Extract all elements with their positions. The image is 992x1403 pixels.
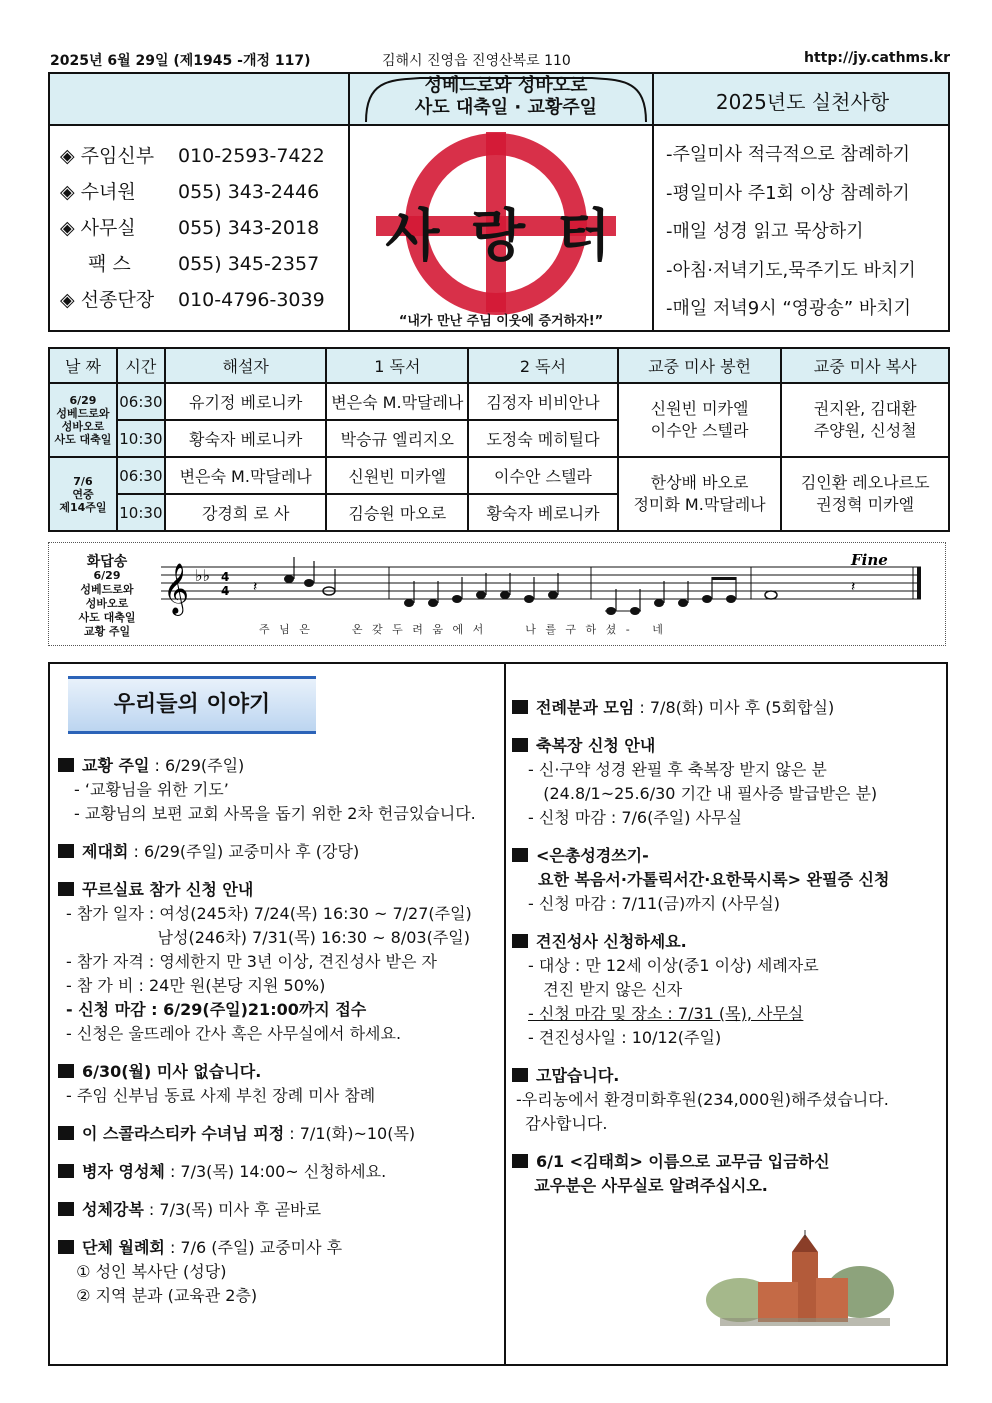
reading2-cell: 황숙자 베로니카 <box>468 494 618 531</box>
announcement-line: - 신청은 울뜨레아 간사 혹은 사무실에서 하세요. <box>66 1024 402 1043</box>
announcement-line: -우리농에서 환경미화후원(234,000원)해주셨습니다. <box>516 1090 889 1109</box>
announcement-item <box>512 844 942 916</box>
time-cell: 06:30 <box>117 457 165 494</box>
altar-server-cell: 권지완, 김대환 주양원, 신성철 <box>781 383 949 457</box>
contact-label: 팩 스 <box>88 253 131 275</box>
announcement-heading <box>58 754 498 778</box>
svg-text:𝄽: 𝄽 <box>253 579 258 595</box>
psalm-occasion: 6/29 성베드로와 성바오로 사도 대축일 교황 주일 <box>78 569 136 638</box>
heading-text: 꾸르실료 참가 신청 안내 <box>82 880 254 899</box>
bullet-square-icon <box>58 758 74 772</box>
svg-text:𝄽: 𝄽 <box>851 579 856 595</box>
date-cell: 6/29 성베드로와 성바오로 사도 대축일 <box>49 383 117 457</box>
announcement-item <box>58 878 498 1046</box>
contact-row <box>60 282 325 318</box>
practice-list <box>666 136 916 329</box>
svg-text:4: 4 <box>221 584 230 598</box>
heading-text: 제대회 <box>82 842 129 861</box>
announcement-heading <box>58 1198 498 1222</box>
announcement-heading <box>58 840 498 864</box>
contact-label: ◈ 수녀원 <box>60 181 136 203</box>
church-illustration-icon <box>700 1230 900 1336</box>
announcement-item <box>512 696 942 720</box>
issue-date: 2025년 6월 29일 (제1945 -개정 117) <box>50 53 311 69</box>
contact-row <box>60 138 325 174</box>
psalm-lyrics: 주 님 은 온 갖 두 려 움 에 서 나 를 구 하 셨 - 네 <box>259 623 666 636</box>
practice-item: -평일미사 주1회 이상 참례하기 <box>666 182 910 204</box>
announcement-item <box>512 734 942 830</box>
heading-text: 단체 월례회 <box>82 1238 165 1257</box>
announcement-heading <box>512 1150 942 1174</box>
bullet-square-icon <box>58 1202 74 1216</box>
psalm-label-block <box>57 555 157 639</box>
bullet-square-icon <box>512 738 528 752</box>
heading-text: 고맙습니다. <box>536 1066 620 1085</box>
announcement-line: 요한 복음서·가톨릭서간·요한묵시록> 완필증 신청 <box>538 870 890 889</box>
announcement-line: - 참가 일자 : 여성(245차) 7/24(목) 16:30 ~ 7/27(주일) <box>66 904 472 923</box>
announcement-item <box>512 1064 942 1136</box>
left-column <box>58 740 498 1308</box>
announcement-item <box>512 930 942 1050</box>
practice-title: 2025년도 실천사항 <box>715 90 890 114</box>
announcement-line: ① 성인 복사단 (성당) <box>66 1262 227 1281</box>
date-cell: 7/6 연중 제14주일 <box>49 457 117 531</box>
announcement-line: - ‘교황님을 위한 기도’ <box>74 780 229 799</box>
announcement-item <box>58 1060 498 1108</box>
offering-cell: 한상배 바오로 정미화 M.막달레나 <box>618 457 782 531</box>
svg-text:4: 4 <box>221 570 230 584</box>
reading1-cell: 박승규 엘리지오 <box>326 420 468 457</box>
svg-text:𝄞: 𝄞 <box>163 563 190 614</box>
reading2-cell: 김정자 비비안나 <box>468 383 618 420</box>
table-header-row <box>49 348 949 383</box>
ministry-schedule-table <box>48 347 950 532</box>
announcement-line: - 참가 자격 : 영세한지 만 3년 이상, 견진성사 받은 자 <box>66 952 437 971</box>
contact-row <box>60 246 325 282</box>
reading1-cell: 김승원 마오로 <box>326 494 468 531</box>
psalm-label: 화답송 <box>86 554 128 570</box>
announcement-item <box>58 840 498 864</box>
time-cell: 10:30 <box>117 494 165 531</box>
practice-item: -매일 성경 읽고 묵상하기 <box>666 221 864 242</box>
reading2-cell: 도정숙 메히틸다 <box>468 420 618 457</box>
announcement-line: 교우분은 사무실로 알려주십시오. <box>512 1176 768 1195</box>
contact-label: ◈ 주임신부 <box>60 145 155 167</box>
contact-label: ◈ 사무실 <box>60 217 136 239</box>
contact-list <box>60 138 325 318</box>
svg-text:♭♭: ♭♭ <box>195 566 211 585</box>
commentator-cell: 강경희 로 사 <box>165 494 327 531</box>
announcement-line: - 신청 마감 : 6/29(주일)21:00까지 접수 <box>66 1000 367 1019</box>
announcement-item <box>58 1160 498 1184</box>
announcement-line: 감사합니다. <box>520 1114 608 1133</box>
heading-text: 병자 영성체 <box>82 1162 165 1181</box>
heading-text: 6/1 <김태희> 이름으로 교무금 입금하신 <box>536 1152 830 1171</box>
bullet-square-icon <box>58 1064 74 1078</box>
announcement-heading <box>58 1236 498 1260</box>
divider <box>652 74 654 330</box>
contact-value: 055) 345-2357 <box>178 253 320 275</box>
heading-detail: : 7/1(화)~10(목) <box>284 1124 416 1143</box>
feast-line2: 사도 대축일 · 교황주일 <box>414 97 598 118</box>
church-address: 김해시 진영읍 진영산복로 110 <box>382 53 571 69</box>
bullet-square-icon <box>512 700 528 714</box>
column-header: 2 독서 <box>468 348 618 383</box>
announcement-line: - 참 가 비 : 24만 원(본당 지원 50%) <box>66 976 326 995</box>
contact-row <box>60 210 325 246</box>
time-cell: 10:30 <box>117 420 165 457</box>
announcement-line: - 신청 마감 및 장소 : 7/31 (목), 사무실 <box>528 1004 804 1023</box>
table-row <box>49 383 949 420</box>
bullet-square-icon <box>512 1068 528 1082</box>
logo-slogan: “내가 만난 주님 이웃에 증거하자!” <box>398 314 604 329</box>
heading-text: 견진성사 신청하세요. <box>536 932 687 951</box>
announcement-item <box>58 1122 498 1146</box>
commentator-cell: 유기정 베로니카 <box>165 383 327 420</box>
announcements-box <box>48 662 948 1366</box>
announcement-line: 남성(246차) 7/31(목) 16:30 ~ 8/03(주일) <box>66 928 470 947</box>
reading1-cell: 신원빈 미카엘 <box>326 457 468 494</box>
feast-title <box>360 72 652 124</box>
column-header: 1 독서 <box>326 348 468 383</box>
announcement-line: - 견진성사일 : 10/12(주일) <box>528 1028 722 1047</box>
contact-row <box>60 174 325 210</box>
announcement-line: - 주임 신부님 동료 사제 부친 장례 미사 참례 <box>66 1086 376 1105</box>
announcement-line: - 교황님의 보편 교회 사목을 돕기 위한 2차 헌금있습니다. <box>74 804 476 823</box>
announcement-heading <box>512 1064 942 1088</box>
heading-text: 이 스콜라스티카 수녀님 피정 <box>82 1124 285 1143</box>
announcement-item <box>58 754 498 826</box>
announcement-heading <box>58 1122 498 1146</box>
altar-server-cell: 김인환 레오나르도 권정혁 미카엘 <box>781 457 949 531</box>
announcement-heading <box>512 930 942 954</box>
announcement-heading <box>512 844 942 868</box>
website-link[interactable]: http://jy.cathms.kr <box>803 50 950 66</box>
heading-detail: : 6/29(주일) 교중미사 후 (강당) <box>128 842 360 861</box>
announcement-heading <box>58 1160 498 1184</box>
bullet-square-icon <box>512 848 528 862</box>
announcement-heading <box>58 1060 498 1084</box>
heading-detail: : 7/3(목) 미사 후 곧바로 <box>143 1200 322 1219</box>
bullet-square-icon <box>58 1126 74 1140</box>
announcement-line: - 신·구약 성경 완필 후 축복장 받지 않은 분 <box>528 760 827 779</box>
responsorial-psalm <box>48 542 946 646</box>
heading-text: 전례분과 모임 <box>536 698 635 717</box>
music-staff-icon <box>161 551 941 621</box>
heading-text: <은총성경쓰기- <box>536 846 649 865</box>
contact-value: 055) 343-2446 <box>178 181 320 203</box>
announcement-item <box>58 1198 498 1222</box>
announcement-heading <box>512 734 942 758</box>
bullet-square-icon <box>512 1154 528 1168</box>
bullet-square-icon <box>58 882 74 896</box>
column-header: 교중 미사 봉헌 <box>618 348 782 383</box>
practice-item: -주일미사 적극적으로 참례하기 <box>666 144 910 165</box>
column-header: 날 짜 <box>49 348 117 383</box>
offering-cell: 신원빈 미카엘 이수안 스텔라 <box>618 383 782 457</box>
column-divider <box>504 664 506 1364</box>
heading-text: 성체강복 <box>82 1200 144 1219</box>
announcement-heading <box>58 878 498 902</box>
heading-text: 축복장 신청 안내 <box>536 736 656 755</box>
right-column <box>512 682 942 1198</box>
feast-line1: 성베드로와 성바오로 <box>424 75 588 96</box>
bullet-square-icon <box>512 934 528 948</box>
reading1-cell: 변은숙 M.막달레나 <box>326 383 468 420</box>
heading-text: 6/30(월) 미사 없습니다. <box>82 1062 262 1081</box>
news-title: 우리들의 이야기 <box>68 676 316 734</box>
commentator-cell: 황숙자 베로니카 <box>165 420 327 457</box>
announcement-line: (24.8/1~25.6/30 기간 내 필사증 발급받은 분) <box>528 784 878 803</box>
contact-value: 010-4796-3039 <box>178 289 325 311</box>
column-header: 교중 미사 복사 <box>781 348 949 383</box>
reading2-cell: 이수안 스텔라 <box>468 457 618 494</box>
table-row <box>49 457 949 494</box>
announcement-item <box>512 1150 942 1198</box>
heading-detail: : 6/29(주일) <box>149 756 245 775</box>
contact-label: ◈ 선종단장 <box>60 289 155 311</box>
header-box <box>48 72 950 332</box>
logo-text: 사 랑 터 <box>385 204 617 269</box>
announcement-line: - 대상 : 만 12세 이상(중1 이상) 세례자로 <box>528 956 819 975</box>
announcement-item <box>58 1236 498 1308</box>
time-cell: 06:30 <box>117 383 165 420</box>
announcement-line: ② 지역 분과 (교육관 2층) <box>66 1286 258 1305</box>
announcement-line: 견진 받지 않은 신자 <box>528 980 683 999</box>
heading-detail: : 7/6 (주일) 교중미사 후 <box>164 1238 343 1257</box>
column-header: 해설자 <box>165 348 327 383</box>
contact-value: 055) 343-2018 <box>178 217 320 239</box>
bullet-square-icon <box>58 1240 74 1254</box>
column-header: 시간 <box>117 348 165 383</box>
top-bar <box>50 50 950 72</box>
practice-item: -매일 저녁9시 “영광송” 바치기 <box>666 298 912 319</box>
fine-marking: Fine <box>851 551 888 569</box>
heading-detail: : 7/8(화) 미사 후 (5회합실) <box>634 698 835 717</box>
announcement-line: - 신청 마감 : 7/11(금)까지 (사무실) <box>528 894 781 913</box>
announcement-line: - 신청 마감 : 7/6(주일) 사무실 <box>528 808 742 827</box>
announcement-heading <box>512 696 942 720</box>
bullet-square-icon <box>58 1164 74 1178</box>
heading-detail: : 7/3(목) 14:00~ 신청하세요. <box>164 1162 387 1181</box>
contact-value: 010-2593-7422 <box>178 145 325 167</box>
bullet-square-icon <box>58 844 74 858</box>
commentator-cell: 변은숙 M.막달레나 <box>165 457 327 494</box>
practice-item: -아침·저녁기도,묵주기도 바치기 <box>666 259 916 281</box>
heading-text: 교황 주일 <box>82 756 150 775</box>
